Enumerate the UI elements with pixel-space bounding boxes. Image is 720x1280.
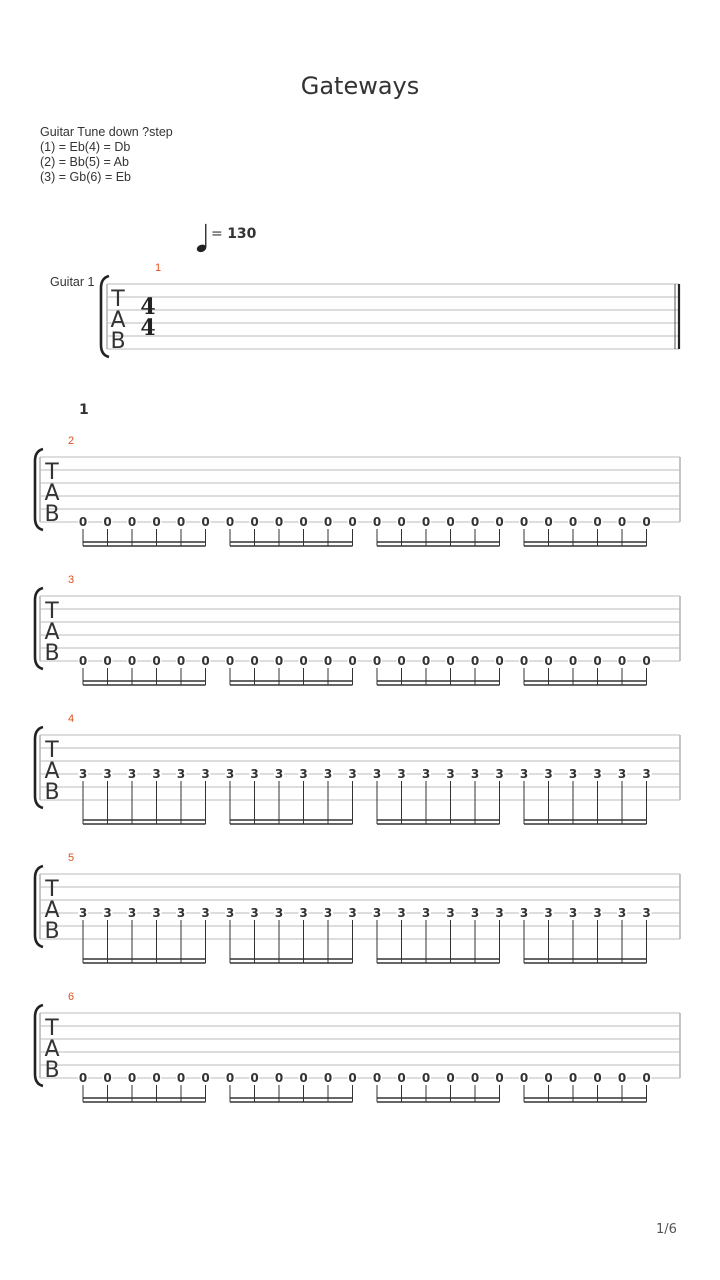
- fret-number: 0: [446, 515, 455, 529]
- time-signature-bottom: 4: [140, 315, 156, 341]
- measure-number: 2: [68, 435, 75, 447]
- fret-number: 3: [519, 906, 529, 920]
- fret-number: 0: [201, 654, 210, 668]
- tempo-equals: =: [211, 226, 228, 242]
- fret-number: 0: [348, 654, 357, 668]
- fret-number: 0: [544, 654, 553, 668]
- fret-number: 0: [299, 654, 308, 668]
- fret-number: 0: [372, 654, 382, 668]
- fret-number: 0: [78, 515, 88, 529]
- fret-number: 0: [323, 1071, 333, 1085]
- fret-number: 3: [519, 767, 529, 781]
- fret-number: 0: [152, 515, 161, 529]
- fret-number: 0: [201, 1071, 210, 1085]
- fret-number: 0: [323, 515, 333, 529]
- fret-number: 0: [103, 1071, 112, 1085]
- fret-number: 0: [372, 515, 382, 529]
- fret-number: 0: [397, 654, 406, 668]
- fret-number: 0: [593, 1071, 602, 1085]
- fret-number: 0: [176, 1071, 186, 1085]
- system-bracket: [35, 866, 43, 947]
- fret-number: 0: [103, 515, 112, 529]
- song-title: Gateways: [300, 72, 420, 100]
- fret-number: 0: [78, 654, 88, 668]
- fret-number: 0: [250, 515, 259, 529]
- fret-number: 0: [250, 654, 259, 668]
- measure-number: 1: [155, 262, 162, 274]
- fret-number: 0: [152, 654, 161, 668]
- fret-number: 0: [299, 515, 308, 529]
- fret-number: 3: [323, 906, 333, 920]
- tab-clef-letter: A: [110, 308, 126, 333]
- fret-number: 0: [78, 1071, 88, 1085]
- fret-number: 3: [274, 906, 284, 920]
- fret-number: 3: [274, 767, 284, 781]
- page-number: 1/6: [656, 1222, 677, 1237]
- tab-clef-letter: T: [45, 599, 59, 625]
- fret-number: 3: [201, 767, 210, 781]
- fret-number: 0: [372, 1071, 382, 1085]
- system-bracket: [35, 727, 43, 808]
- fret-number: 3: [397, 767, 406, 781]
- fret-number: 0: [397, 1071, 406, 1085]
- tuning-line: (2) = Bb(5) = Ab: [40, 155, 129, 169]
- fret-number: 0: [348, 515, 357, 529]
- fret-number: 0: [495, 515, 504, 529]
- fret-number: 0: [568, 654, 578, 668]
- fret-number: 3: [127, 767, 137, 781]
- fret-number: 0: [593, 515, 602, 529]
- fret-number: 0: [470, 515, 480, 529]
- fret-number: 3: [446, 906, 455, 920]
- tab-clef-letter: B: [44, 918, 60, 944]
- tuning-header: Guitar Tune down ?step: [40, 125, 173, 139]
- system-bracket: [101, 276, 109, 357]
- fret-number: 0: [127, 654, 137, 668]
- fret-number: 0: [617, 654, 627, 668]
- fret-number: 3: [617, 906, 627, 920]
- fret-number: 0: [127, 1071, 137, 1085]
- fret-number: 3: [617, 767, 627, 781]
- fret-number: 0: [568, 515, 578, 529]
- fret-number: 3: [348, 767, 357, 781]
- fret-number: 0: [250, 1071, 259, 1085]
- fret-number: 3: [421, 767, 431, 781]
- fret-number: 3: [593, 906, 602, 920]
- tuning-line: (1) = Eb(4) = Db: [40, 140, 131, 154]
- fret-number: 3: [372, 767, 382, 781]
- fret-number: 0: [470, 1071, 480, 1085]
- time-signature-top: 4: [140, 294, 156, 320]
- fret-number: 0: [519, 654, 529, 668]
- section-marker: 1: [79, 402, 89, 418]
- fret-number: 0: [421, 515, 431, 529]
- fret-number: 3: [348, 906, 357, 920]
- fret-number: 0: [544, 1071, 553, 1085]
- tab-clef-letter: A: [44, 898, 60, 923]
- fret-number: 3: [78, 767, 88, 781]
- fret-number: 3: [103, 906, 112, 920]
- system-bracket: [35, 588, 43, 669]
- fret-number: 3: [176, 767, 186, 781]
- fret-number: 3: [593, 767, 602, 781]
- tab-clef-letter: B: [44, 640, 60, 666]
- measure-number: 3: [68, 574, 75, 586]
- fret-number: 0: [348, 1071, 357, 1085]
- tab-clef-letter: B: [44, 501, 60, 527]
- fret-number: 3: [299, 906, 308, 920]
- fret-number: 0: [470, 654, 480, 668]
- fret-number: 3: [78, 906, 88, 920]
- fret-number: 3: [176, 906, 186, 920]
- fret-number: 0: [593, 654, 602, 668]
- fret-number: 0: [544, 515, 553, 529]
- fret-number: 0: [421, 654, 431, 668]
- fret-number: 3: [250, 767, 259, 781]
- tab-clef-letter: A: [44, 481, 60, 506]
- fret-number: 3: [642, 906, 651, 920]
- fret-number: 3: [544, 767, 553, 781]
- fret-number: 3: [470, 906, 480, 920]
- fret-number: 3: [568, 906, 578, 920]
- tab-clef-letter: A: [44, 759, 60, 784]
- fret-number: 3: [127, 906, 137, 920]
- tab-clef-letter: A: [44, 1037, 60, 1062]
- fret-number: 0: [642, 1071, 651, 1085]
- fret-number: 0: [225, 654, 235, 668]
- tab-clef-letter: A: [44, 620, 60, 645]
- fret-number: 3: [642, 767, 651, 781]
- fret-number: 3: [152, 767, 161, 781]
- fret-number: 0: [225, 515, 235, 529]
- fret-number: 0: [568, 1071, 578, 1085]
- fret-number: 3: [495, 906, 504, 920]
- fret-number: 3: [372, 906, 382, 920]
- tab-clef-letter: T: [45, 738, 59, 764]
- fret-number: 3: [397, 906, 406, 920]
- fret-number: 3: [470, 767, 480, 781]
- fret-number: 3: [250, 906, 259, 920]
- fret-number: 0: [642, 654, 651, 668]
- track-name: Guitar 1: [50, 275, 95, 289]
- fret-number: 0: [495, 654, 504, 668]
- fret-number: 3: [225, 906, 235, 920]
- fret-number: 3: [495, 767, 504, 781]
- system-bracket: [35, 1005, 43, 1086]
- tab-clef-letter: T: [111, 287, 125, 313]
- fret-number: 3: [323, 767, 333, 781]
- system-bracket: [35, 449, 43, 530]
- tempo-bpm: 130: [227, 226, 257, 242]
- fret-number: 0: [176, 654, 186, 668]
- fret-number: 0: [299, 1071, 308, 1085]
- fret-number: 3: [103, 767, 112, 781]
- tab-clef-letter: B: [44, 779, 60, 805]
- fret-number: 0: [617, 1071, 627, 1085]
- fret-number: 3: [152, 906, 161, 920]
- measure-number: 5: [68, 852, 75, 864]
- fret-number: 0: [225, 1071, 235, 1085]
- fret-number: 3: [299, 767, 308, 781]
- fret-number: 0: [397, 515, 406, 529]
- fret-number: 3: [544, 906, 553, 920]
- fret-number: 0: [519, 515, 529, 529]
- fret-number: 0: [519, 1071, 529, 1085]
- fret-number: 0: [446, 1071, 455, 1085]
- measure-number: 6: [68, 991, 75, 1003]
- fret-number: 0: [201, 515, 210, 529]
- tab-clef-letter: B: [110, 328, 126, 354]
- tuning-line: (3) = Gb(6) = Eb: [40, 170, 132, 184]
- fret-number: 0: [421, 1071, 431, 1085]
- fret-number: 0: [274, 654, 284, 668]
- fret-number: 0: [274, 515, 284, 529]
- fret-number: 0: [617, 515, 627, 529]
- fret-number: 0: [152, 1071, 161, 1085]
- fret-number: 0: [323, 654, 333, 668]
- fret-number: 3: [568, 767, 578, 781]
- fret-number: 0: [176, 515, 186, 529]
- tab-clef-letter: T: [45, 877, 59, 903]
- fret-number: 3: [201, 906, 210, 920]
- tab-clef-letter: B: [44, 1057, 60, 1083]
- fret-number: 0: [274, 1071, 284, 1085]
- tab-clef-letter: T: [45, 460, 59, 486]
- fret-number: 0: [103, 654, 112, 668]
- fret-number: 0: [127, 515, 137, 529]
- fret-number: 0: [446, 654, 455, 668]
- fret-number: 3: [225, 767, 235, 781]
- measure-number: 4: [68, 713, 75, 725]
- tab-clef-letter: T: [45, 1016, 59, 1042]
- fret-number: 0: [495, 1071, 504, 1085]
- fret-number: 3: [421, 906, 431, 920]
- fret-number: 0: [642, 515, 651, 529]
- fret-number: 3: [446, 767, 455, 781]
